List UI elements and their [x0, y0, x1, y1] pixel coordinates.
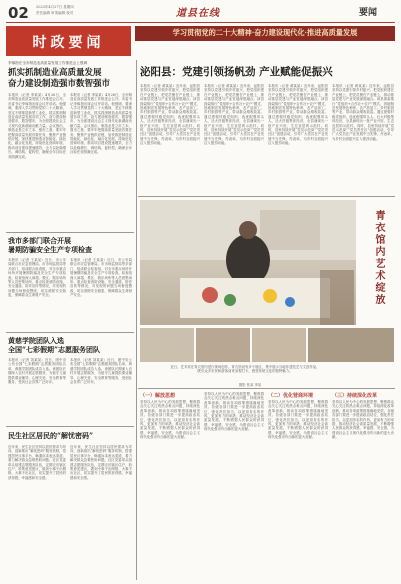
volunteer-title-line1: 黄慈学院团队入选 — [8, 336, 64, 345]
community-title: 民生社区居民的“解忧密码” — [8, 431, 94, 440]
photo-illustration — [140, 200, 356, 325]
bottom-section3-heading: （三）持续深化改革 — [332, 393, 378, 399]
slogan-banner — [135, 26, 395, 41]
community-body-col2: 近年来，民生社区坚持以居民需求为导向，创新推出“解忧密码”服务机制，搭建居民议事平台，畅通诉求表达渠道，着力解决群众急难愁盼问题。社区党委牵头组建志愿服务队伍，定期走访辖区住户，收集意见建议，做到小事不出网格、大事不出社区，切实提升了居民的获得感、幸福感和安全感。 — [70, 445, 132, 480]
gallery-photo-2 — [196, 328, 250, 362]
volunteer-title-line2: 全国“七彩假期”志愿服务团队 — [8, 345, 101, 354]
page-number: 02 — [8, 4, 29, 22]
volunteer-body-col2: 本报讯（记者 刘某某）近日，团中央公布全国“七彩假期”志愿服务团队名单，黄慈学院团队成功入选。该团队长期深入农村开展志愿服务，为留守儿童提供课业辅导、心理关爱、安全教育等服务，受到社会各界广泛好评。 — [70, 358, 132, 385]
anti-fraud-title-line2: 暑期防骗安全生产专项检查 — [8, 245, 92, 254]
volunteer-body: 本报讯（记者 刘某某）近日，团中央公布全国“七彩假期”志愿服务团队名单，黄慈学院团队成功入选。该团队长期深入农村开展志愿服务，为留守儿童提供课业辅导、心理关爱、安全教育等服务，受到社会各界广泛好评。 — [8, 358, 66, 385]
anti-fraud-title-line1: 我市多部门联合开展 — [8, 236, 71, 245]
gallery-divider — [138, 388, 395, 389]
lead-title-line2: 奋力建设制造强市数智强市 — [8, 79, 111, 89]
bottom-body-col2: 坚持以人民为中心的发展思想，聚焦群众关心关注的热点难点问题，持续深化改革创新，推动各项政策措施落地见效。各级各部门要进一步提高政治站位，强化责任担当，以更加务实的作风、更加有力的举措，推动经济社会高质量发展，不断增强人民群众的获得感、幸福感、安全感，为建设社会主义现代化强市作出新的更大贡献。 — [204, 392, 264, 432]
lead-title-line1: 抓实抓制造业高质量发展 — [8, 68, 102, 78]
gallery-credit: 摄影 张某 李某 — [238, 383, 262, 387]
main-body-col2: 本报讯（记者 黄某某）近年来，泌阳县坚持以党建引领乡村振兴，把党组织建在产业链上，把党员聚在产业链上，推动基层党建与产业发展深度融合。该县探索推行“党组织+合作社+农户”模式，因地制宜发展特色种养、农产品加工、乡村旅游等产业，带动群众增收致富。通过建强村级党组织、选优配强带头人、壮大村级集体经济，全县涌现出一批产业兴旺、生态宜居的示范村。同时，县里持续开展“党员示范岗”“党员责任区”创建活动，引导广大党员在产业发展中当先锋、作表率，为乡村全面振兴注入强劲动能。 — [204, 84, 264, 146]
anti-fraud-body-col2: 本报讯（记者 王某某）近日，市公安局联合市应急管理局、市市场监管局等多部门，组成联合检查组，对全市重点场所开展暑期防骗及安全生产专项检查。检查组深入商超、景区、娱乐场所等人员密集场所，重点检查消防设施、安全通道、防诈宣传等情况，对发现的问题当场督促整改，切实消除安全隐患，保障群众生命财产安全。 — [70, 258, 132, 298]
slogan-text: 学习贯彻党的二十大精神·奋力建设现代化·推进高质量发展 — [172, 28, 358, 37]
editor-line: 责任编辑 审美编辑 校对 — [36, 11, 74, 15]
date-line: 2023年4月27日 星期四 — [36, 5, 74, 9]
feature-photo — [140, 200, 356, 325]
main-divider — [138, 196, 395, 197]
main-body-col1: 本报讯（记者 黄某某）近年来，泌阳县坚持以党建引领乡村振兴，把党组织建在产业链上，把党员聚在产业链上，推动基层党建与产业发展深度融合。该县探索推行“党组织+合作社+农户”模式，因地制宜发展特色种养、农产品加工、乡村旅游等产业，带动群众增收致富。通过建强村级党组织、选优配强带头人、壮大村级集体经济，全县涌现出一批产业兴旺、生态宜居的示范村。同时，县里持续开展“党员示范岗”“党员责任区”创建活动，引导广大党员在产业发展中当先锋、作表率，为乡村全面振兴注入强劲动能。 — [140, 84, 200, 146]
bottom-section1-heading: （一）解放思想 — [140, 393, 176, 399]
bottom-body-col4: 坚持以人民为中心的发展思想，聚焦群众关心关注的热点难点问题，持续深化改革创新，推动各项政策措施落地见效。各级各部门要进一步提高政治站位，强化责任担当，以更加务实的作风、更加有力的举措，推动经济社会高质量发展，不断增强人民群众的获得感、幸福感、安全感，为建设社会主义现代化强市作出新的更大贡献。 — [332, 400, 394, 440]
bottom-body-col1: 坚持以人民为中心的发展思想，聚焦群众关心关注的热点难点问题，持续深化改革创新，推动各项政策措施落地见效。各级各部门要进一步提高政治站位，强化责任担当，以更加务实的作风、更加有力的举措，推动经济社会高质量发展，不断增强人民群众的获得感、幸福感、安全感，为建设社会主义现代化强市作出新的更大贡献。 — [140, 400, 200, 440]
paper-logo: 道县在线 — [176, 8, 220, 19]
bottom-section2-heading: （二）优化营商环境 — [268, 393, 314, 399]
masthead-rule — [6, 22, 395, 23]
section-banner — [6, 26, 131, 56]
volunteer-divider — [6, 426, 134, 427]
lead-kicker: 李琢指在全市制造业高质量发展工作推进会上强调 — [8, 61, 88, 65]
lead-divider — [6, 232, 134, 233]
community-body: 近年来，民生社区坚持以居民需求为导向，创新推出“解忧密码”服务机制，搭建居民议事平台，畅通诉求表达渠道，着力解决群众急难愁盼问题。社区党委牵头组建志愿服务队伍，定期走访辖区住户，收集意见建议，做到小事不出网格、大事不出社区，切实提升了居民的获得感、幸福感和安全感。 — [8, 445, 66, 480]
anti-fraud-body: 本报讯（记者 王某某）近日，市公安局联合市应急管理局、市市场监管局等多部门，组成联合检查组，对全市重点场所开展暑期防骗及安全生产专项检查。检查组深入商超、景区、娱乐场所等人员密集场所，重点检查消防设施、安全通道、防诈宣传等情况，对发现的问题当场督促整改，切实消除安全隐患，保障群众生命财产安全。 — [8, 258, 66, 298]
main-title: 泌阳县：党建引领扬帆劲 产业赋能促振兴 — [140, 66, 333, 78]
anti-fraud-divider — [6, 332, 134, 333]
main-body-col4: 本报讯（记者 黄某某）近年来，泌阳县坚持以党建引领乡村振兴，把党组织建在产业链上，把党员聚在产业链上，推动基层党建与产业发展深度融合。该县探索推行“党组织+合作社+农户”模式，因地制宜发展特色种养、农产品加工、乡村旅游等产业，带动群众增收致富。通过建强村级党组织、选优配强带头人、壮大村级集体经济，全县涌现出一批产业兴旺、生态宜居的示范村。同时，县里持续开展“党员示范岗”“党员责任区”创建活动，引导广大党员在产业发展中当先锋、作表率，为乡村全面振兴注入强劲动能。 — [332, 84, 394, 141]
section-label: 要闻 — [359, 8, 378, 18]
main-body-col3: 本报讯（记者 黄某某）近年来，泌阳县坚持以党建引领乡村振兴，把党组织建在产业链上，把党员聚在产业链上，推动基层党建与产业发展深度融合。该县探索推行“党组织+合作社+农户”模式，因地制宜发展特色种养、农产品加工、乡村旅游等产业，带动群众增收致富。通过建强村级党组织、选优配强带头人、壮大村级集体经济，全县涌现出一批产业兴旺、生态宜居的示范村。同时，县里持续开展“党员示范岗”“党员责任区”创建活动，引导广大党员在产业发展中当先锋、作表率，为乡村全面振兴注入强劲动能。 — [268, 84, 328, 146]
gallery-photo-4 — [308, 328, 394, 362]
section-banner-title: 时政要闻 — [32, 35, 105, 51]
lead-body: 本报讯（记者 李某某）4月26日，全市制造业高质量发展工作推进会召开。市委书记李琢指出席会议并讲话。他强调，要深入学习贯彻党的二十大精神，坚定不移推进新型工业化，抓实抓细制造业高质量发展各项工作，奋力建设制造强市、数智强市，为全面建设社会主义现代化新湖南贡献力量。会议指出，制造业是立市之本、强市之基，要牢牢把握高质量发展首要任务，聚焦产业链供应链，加快推进制造业智能化、绿色化、融合化发展，持续优化营商环境，推动项目建设提速增效，全力以赴稳增长、调结构、促转型，确保全年目标任务圆满完成。 — [8, 93, 66, 159]
left-column-rule — [136, 60, 137, 580]
gallery-caption: 近日，艺术家在青衣馆内进行现场创作。青衣馆设有多个展区，集中展示当地非遗技艺与文创作品，吸引众多市民和游客前来参观打卡，感受传统文化的独特魅力。 — [170, 365, 320, 374]
gallery-photo-1 — [140, 328, 194, 362]
gallery-photo-3 — [252, 328, 306, 362]
gallery-vertical-title: 青衣馆内艺术绽放 — [373, 210, 384, 306]
bottom-body-col3: 坚持以人民为中心的发展思想，聚焦群众关心关注的热点难点问题，持续深化改革创新，推动各项政策措施落地见效。各级各部门要进一步提高政治站位，强化责任担当，以更加务实的作风、更加有力的举措，推动经济社会高质量发展，不断增强人民群众的获得感、幸福感、安全感，为建设社会主义现代化强市作出新的更大贡献。 — [268, 400, 328, 440]
lead-body-col2: 本报讯（记者 李某某）4月26日，全市制造业高质量发展工作推进会召开。市委书记李琢指出席会议并讲话。他强调，要深入学习贯彻党的二十大精神，坚定不移推进新型工业化，抓实抓细制造业高质量发展各项工作，奋力建设制造强市、数智强市，为全面建设社会主义现代化新湖南贡献力量。会议指出，制造业是立市之本、强市之基，要牢牢把握高质量发展首要任务，聚焦产业链供应链，加快推进制造业智能化、绿色化、融合化发展，持续优化营商环境，推动项目建设提速增效，全力以赴稳增长、调结构、促转型，确保全年目标任务圆满完成。 — [70, 93, 132, 155]
